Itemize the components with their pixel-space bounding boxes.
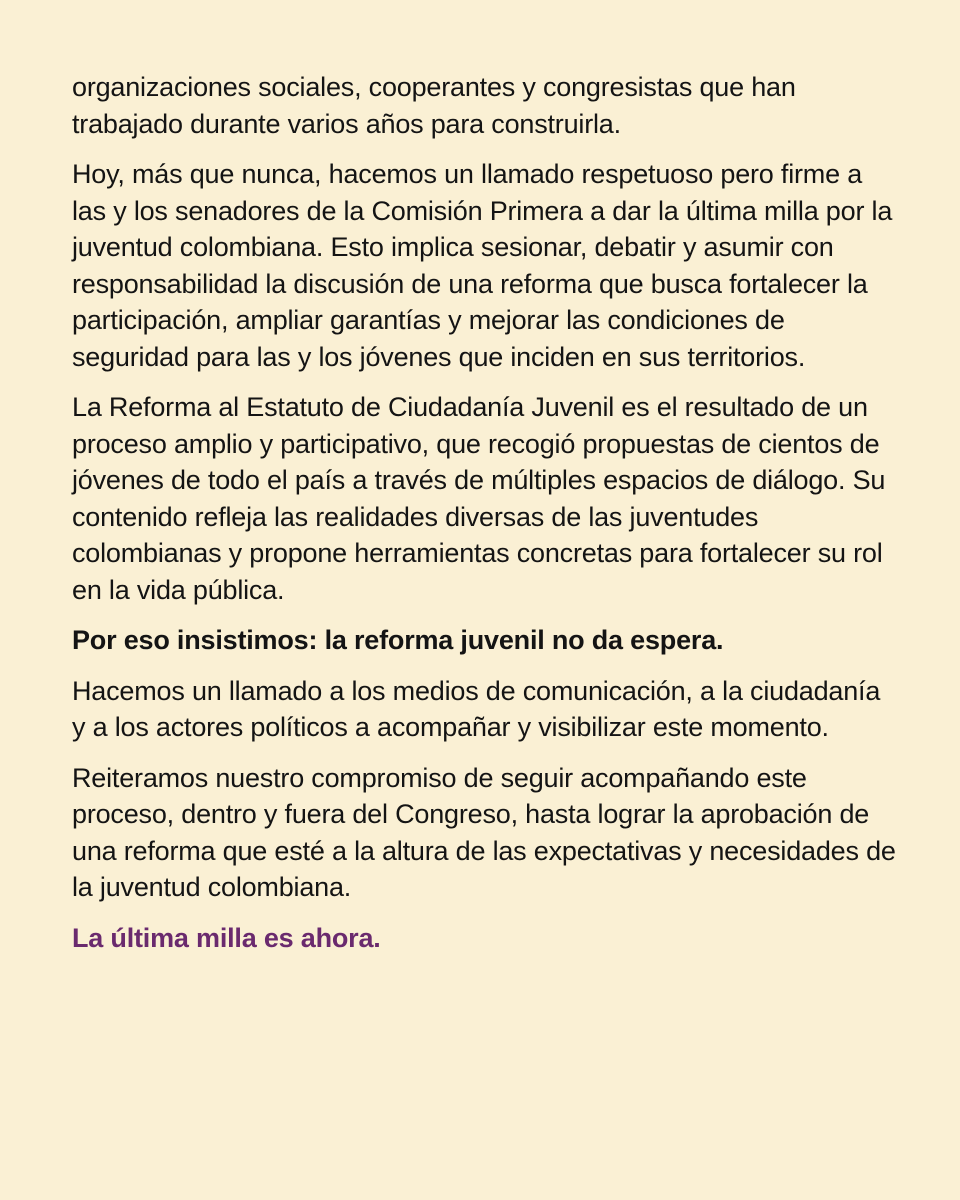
paragraph-reform-description: La Reforma al Estatuto de Ciudadanía Juvenil es el resultado de un proceso amplio y participativo, que recogió propuestas de cientos de jóvenes de todo el país a través de múltiples espacios de diálogo. Su contenido refleja las realidades diversas de las juventudes colombianas y propone herramientas concretas para fortalecer su rol en la vida pública.	[72, 392, 886, 605]
paragraph-media-call: Hacemos un llamado a los medios de comunicación, a la ciudadanía y a los actores políticos a acompañar y visibilizar este momento.	[72, 675, 881, 742]
paragraph-commitment: Reiteramos nuestro compromiso de seguir acompañando este proceso, dentro y fuera del Congreso, hasta lograr la aprobación de una reforma que esté a la altura de las expectativas y necesidades de la juventud colombiana.	[72, 762, 896, 902]
paragraph-call-to-senators: Hoy, más que nunca, hacemos un llamado respetuoso pero firme a las y los senadores de la Comisión Primera a dar la última milla por la juventud colombiana. Esto implica sesionar, debatir y asumir con responsabilidad la discusión de una reforma que busca fortalecer la participación, ampliar garantías y mejorar las condiciones de seguridad para las y los jóvenes que inciden en sus territorios.	[72, 159, 893, 372]
paragraph-emphasis: Por eso insistimos: la reforma juvenil no da espera.	[72, 625, 724, 655]
paragraph-intro-continuation: organizaciones sociales, cooperantes y congresistas que han trabajado durante varios años para construirla.	[72, 72, 796, 139]
closing-slogan: La última milla es ahora.	[72, 922, 381, 953]
